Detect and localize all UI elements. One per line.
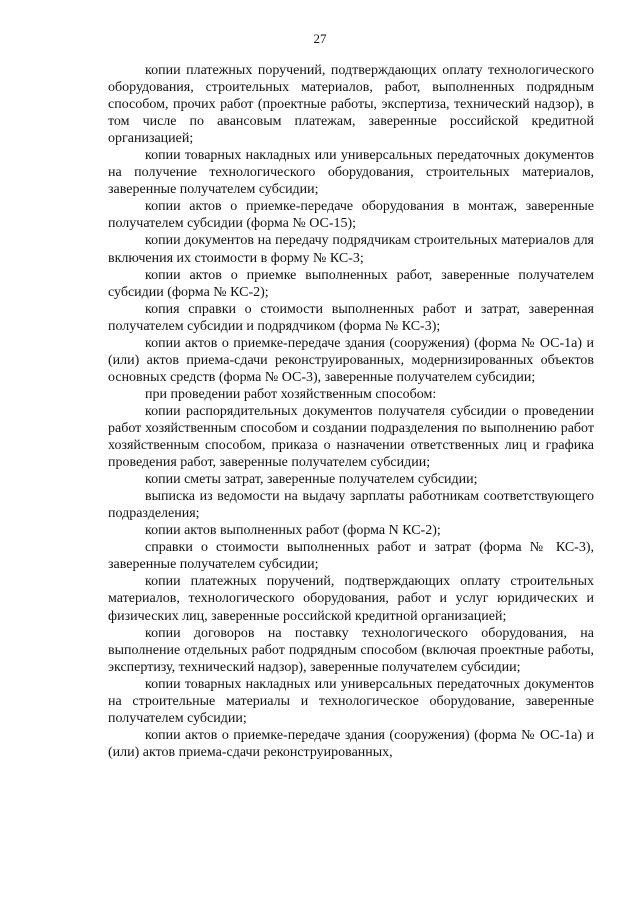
paragraph-contractor-transfer-documents: копии документов на передачу подрядчикам строительных материалов для включения их стоимости в форму № КС-3; [108,233,594,266]
paragraph-completed-work-acts-ks2: копии актов выполненных работ (форма N КС-2); [145,523,441,539]
paragraph-building-acceptance-acts: копии актов о приемке-передаче здания (сооружения) (форма № ОС-1а) и (или) актов приема-сдачи реконструированных, модернизированных объектов основных средств (форма № ОС-3), заверенные получателем субсидии; [108,335,594,385]
paragraph-cost-certificates-ks3: справки о стоимости выполненных работ и затрат (форма № КС-3), заверенные получателем субсидии; [108,540,594,573]
paragraph-payment-orders-materials: копии платежных поручений, подтверждающих оплату строительных материалов, технологического оборудования, работ и услуг юридических и физических лиц, заверенные российской кредитной организацией; [108,574,594,624]
paragraph-commodity-invoices: копии товарных накладных или универсальных передаточных документов на получение технологического оборудования, строительных материалов, заверенные получателем субсидии; [108,148,594,198]
paragraph-completed-work-acts: копии актов о приемке выполненных работ, заверенные получателем субсидии (форма № КС-2); [108,267,594,300]
paragraph-equipment-acceptance-acts: копии актов о приемке-передаче оборудования в монтаж, заверенные получателем субсидии (форма № ОС-15); [108,199,594,232]
paragraph-supply-contracts: копии договоров на поставку технологического оборудования, на выполнение отдельных работ подрядным способом (включая проектные работы, экспертизу, технический надзор), заверенные получателем субсидии; [108,625,594,675]
paragraph-payment-orders: копии платежных поручений, подтверждающих оплату технологического оборудования, строительных материалов, работ, выполненных подрядным способом, прочих работ (проектные работы, экспертиза, технический надзор), в том числе по авансовым платежам, заверенные российской кредитной организацией; [108,63,594,147]
paragraph-in-house-heading: при проведении работ хозяйственным способом: [145,386,437,402]
document-body [108,62,594,761]
page-number: 27 [313,31,327,46]
paragraph-cost-estimates: копии сметы затрат, заверенные получателем субсидии; [145,472,478,488]
paragraph-building-acceptance-acts-2: копии актов о приемке-передаче здания (сооружения) (форма № ОС-1а) и (или) актов приема-сдачи реконструированных, [108,727,594,760]
paragraph-cost-certificate: копия справки о стоимости выполненных работ и затрат, заверенная получателем субсидии и подрядчиком (форма № КС-3); [108,301,594,334]
paragraph-commodity-invoices-materials: копии товарных накладных или универсальных передаточных документов на строительные материалы и технологическое оборудование, заверенные получателем субсидии; [108,676,594,726]
paragraph-administrative-documents: копии распорядительных документов получателя субсидии о проведении работ хозяйственным способом и создании подразделения по выполнению работ хозяйственным способом, приказа о назначении ответственных лиц и графика проведения работ, заверенные получателем субсидии; [108,403,594,471]
paragraph-payroll-extract: выписка из ведомости на выдачу зарплаты работникам соответствующего подразделения; [108,489,594,522]
